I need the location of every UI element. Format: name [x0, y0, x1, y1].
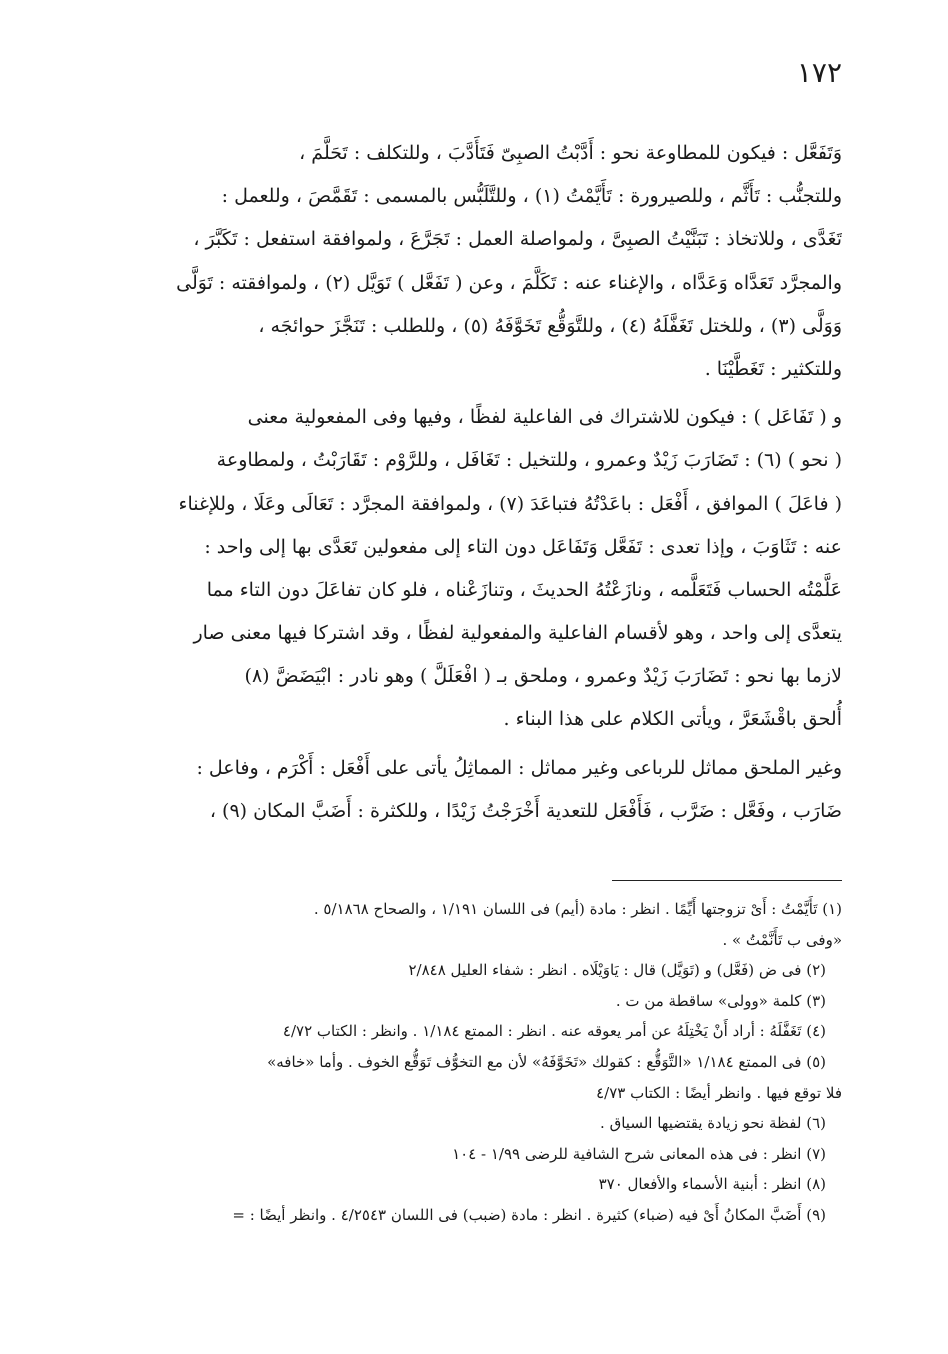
main-text: [96, 132, 842, 838]
text-line: تَغَدَّى ، وللاتخاذ : تَبَنَّيْتُ الصبِىَّ ، ولمواصلة العمل : تَجَرَّعَ ، ولموافقة استفعل : تَكَبَّرَ ،: [193, 228, 842, 251]
text-line: و ( تَفَاعَل ) : فيكون للاشتراك فى الفاعلية لفظًا ، وفيها وفى المفعولية معنى: [247, 406, 842, 429]
text-line: أُلحق باقْشَعَرَّ ، ويأتى الكلام على هذا البناء .: [503, 708, 842, 731]
footnote-divider: [612, 880, 842, 881]
footnote-line: (٨) انظر : أبنية الأسماء والأفعال ٣٧٠: [598, 1175, 826, 1194]
text-line: وللتكثير : تَغَطَّيْنَا .: [704, 357, 842, 380]
page-number: ١٧٢: [796, 56, 842, 89]
text-line: لازما بها نحو : تَضَارَبَ زَيْدٌ وعمرو ، وملحق بـ ( افْعَلَلَّ ) وهو نادر : ابْيَضَضَّ (٨): [244, 665, 842, 688]
text-line: وللتجنُّب : تَأَثَّم ، وللصيرورة : تَأَيَّمْتُ (١) ، وللتَّلَبُّس بالمسمى : تَقَمَّصَ ، وللعمل :: [221, 185, 842, 208]
text-line: عَلَّمْتُه الحساب فَتَعَلَّمه ، ونازَعْتُهُ الحديثَ ، وتنازَعْناه ، فلو كان تفاعَلَ دون التاء مما: [206, 578, 842, 601]
footnote-line: (٥) فى الممتع ١/١٨٤ «التَّوَقُّع : كقولك «تَخَوَّفَهُ» لأن مع التخوُّف تَوَقُّع الخوف . وأما «خافه»: [267, 1052, 826, 1071]
footnote-line: (٢) فى ض (فَعَّل) و (تَوَيَّل) قال : يَاوَيْلَاه . انظر : شفاء العليل ٢/٨٤٨: [408, 961, 826, 980]
footnote-line: (٣) كلمة «وولى» ساقطة من ت .: [615, 991, 826, 1010]
text-line: يتعدَّى إلى واحد ، وهو لأقسام الفاعلية والمفعولية لفظًا ، وقد اشتركا فيها معنى صار: [193, 622, 842, 645]
paragraph-tafaal: [96, 132, 842, 391]
text-line: وَتَفَعَّل : فيكون للمطاوعة نحو : أَدَّبْتُ الصبِىّ فَتَأَدَّبَ ، وللتكلف : تَحَلَّمَ ،: [299, 142, 842, 164]
text-line: عنه : تَثَاوَبَ ، وإذا تعدى : تَفَعَّل وَتَفَاعَل دون التاء إلى مفعولين تَعَدَّى بها إلى واحد :: [204, 535, 842, 558]
footnote-line: «وفى ب تَأَنَّمْتُ » .: [722, 930, 842, 949]
text-line: ( فاعَلَ ) الموافق ، أَفْعَل : باعَدْتُهُ فتباعَدَ (٧) ، ولموافقة المجرَّد : تَعَالَى وعَلَا ، وللإغناء: [178, 492, 842, 515]
text-line: وَوَلَّى (٣) ، وللختل تَغَفَّلَهُ (٤) ، وللتَّوَقُّع تَخَوَّفَهُ (٥) ، وللطلب : تَنَجَّزَ حوائجَه ،: [258, 314, 842, 337]
text-line: ( نحو ) (٦) : تَضَارَبَ زَيْدٌ وعمرو ، وللتخيل : تَغَافَل ، وللرَّوْم : تَقَارَبْتُ ، ولمطاوعة: [216, 449, 842, 472]
text-line: ضَارَب ، وفَعَّل : ضَرَّب ، فَأَفْعَل للتعدية أَخْرَجْتُ زَيْدًا ، وللكثرة : أَضَبَّ المكان (٩) ،: [209, 799, 842, 822]
footnote-line: فلا توقع فيها . وانظر أيضًا : الكتاب ٤/٧٣: [596, 1083, 842, 1102]
footnote-line: (٤) تَغَفَّلَهُ : أراد أَنْ يَخْتِلَهُ عن أمر يعوقه عنه . انظر : الممتع ١/١٨٤ . وانظر : الكتاب ٤/٧٢: [282, 1022, 826, 1041]
footnote-line: (٩) أَضَبَّ المكانُ أَىْ فيه (ضباء) كثيرة . انظر : مادة (ضبب) فى اللسان ٤/٢٥٤٣ . وانظر أيضًا : =: [232, 1205, 826, 1224]
text-line: وغير الملحق مماثل للرباعى وغير مماثل : المماثِلُ يأتى على أَفْعَل : أَكْرَم ، وفاعل :: [196, 756, 842, 779]
footnotes: [96, 894, 842, 1231]
paragraph-tafaaal: [96, 396, 842, 742]
paragraph-non-attached: [96, 747, 842, 833]
footnote-line: (١) تَأَيَّمْتُ : أَىْ تزوجتها أَيِّمًا . انظر : مادة (أيم) فى اللسان ١/١٩١ ، والصحاح ٥/١٨٦٨ .: [313, 900, 842, 918]
text-line: والمجرَّد تَعَدَّاه وَعَدَّاه ، والإغناء عنه : تَكَلَّمَ ، وعن ( تَفَعَّل ) تَوَيَّل (٢) ، ولموافقته : تَوَلَّى: [176, 271, 842, 294]
footnote-line: (٧) انظر : فى هذه المعانى شرح الشافية للرضى ١/٩٩ - ١٠٤: [452, 1144, 826, 1163]
footnote-line: (٦) لفظة نحو زيادة يقتضيها السياق .: [600, 1114, 826, 1133]
